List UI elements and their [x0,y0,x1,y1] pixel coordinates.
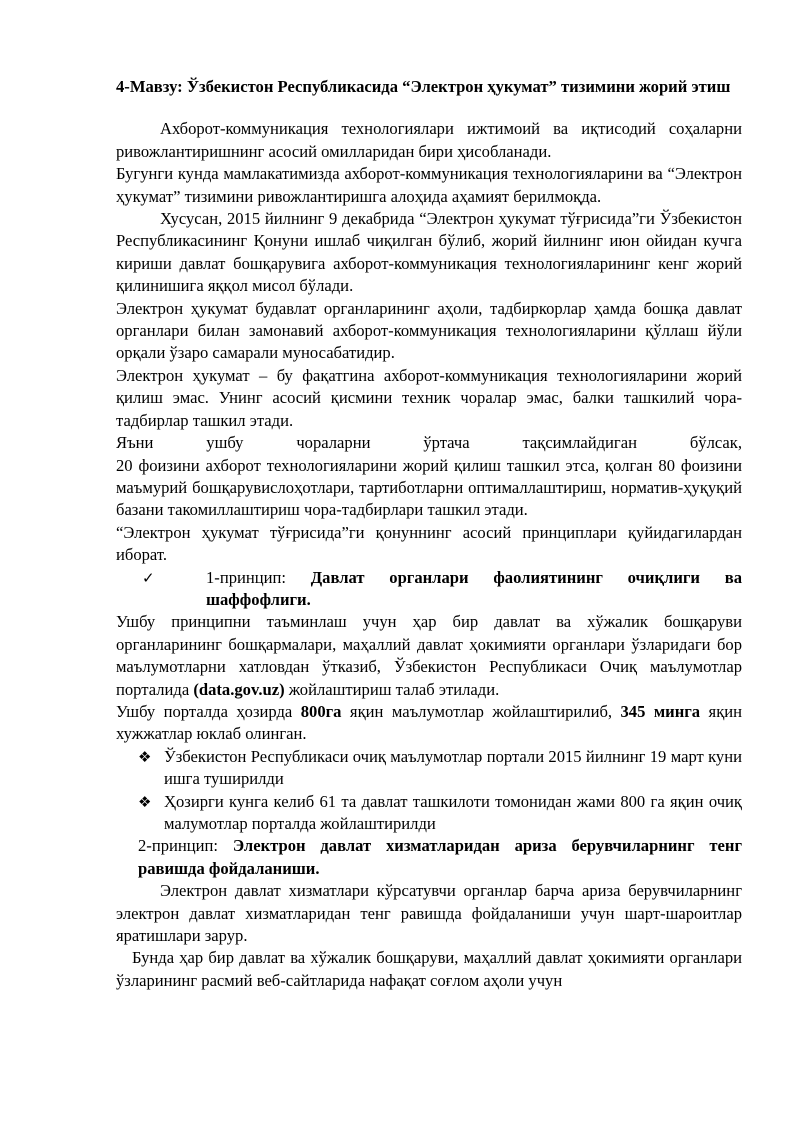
paragraph-11: Бунда ҳар бир давлат ва хўжалик бошқаруви, маҳаллий давлат ҳокимияти органлари ўзларининг расмий веб-сайтларида нафақат соғлом аҳоли учун [116,948,742,990]
principle-2-title: Электрон давлат хизматларидан ариза берувчиларнинг тенг равишда фойдаланиши. [138,836,742,878]
principle-2-label: 2-принцип: [138,836,233,856]
paragraph-9-tail: яқин хужжатлар юклаб олинган. [116,701,743,744]
principle-1-label: 1-принцип: [206,567,311,587]
principle-1-title: Давлат органлари фаолиятининг очиқлиги ва шаффофлиги. [206,567,742,609]
document-title: 4-Мавзу: Ўзбекистон Республикасида “Электрон ҳукумат” тизимини жорий этиш [116,77,731,96]
paragraph-5: Электрон ҳукумат – бу фақатгина ахборот-коммуникация технологияларини жорий қилиш эмас. Унинг асосий қисмини техник чоралар эмас, балки ташкилий чора-тадбирлар ташкил этади. [116,365,742,430]
paragraph-3: Хусусан, 2015 йилнинг 9 декабрида “Электрон ҳукумат тўғрисида”ги Ўзбекистон Республикасининг Қонуни ишлаб чиқилган бўлиб, жорий йилнинг июн ойидан кучга кириши давлат бошқарувига ахборот-коммуникация технологияларининг кенг жорий қилинишига яққол мисол бўлади. [116,209,742,296]
paragraph-8 [116,611,742,701]
paragraph-8-tail: жойлаштириш талаб этилади. [284,679,500,699]
paragraph-9-pre: Ушбу порталда ҳозирда [116,701,301,721]
diamond-bullet-icon: ❖ [138,747,152,766]
paragraph-6-line-1: Яъни ушбу чораларни ўртача тақсимлайдиган бўлсак, [116,433,742,453]
paragraph-9 [116,701,742,746]
document-body [116,76,742,992]
portal-url: (data.gov.uz) [193,679,285,699]
paragraph-10: Электрон давлат хизматлари кўрсатувчи органлар барча ариза берувчиларнинг электрон давлат хизматларидан тенг равишда фойдаланиши учун шарт-шароитлар яратишлари зарур. [116,881,742,946]
bullet-item-2 [116,791,742,836]
paragraph-2: Бугунги кунда мамлакатимизда ахборот-коммуникация технологияларини ва “Электрон ҳукумат” тизимини ривожлантиришга алоҳида аҳамият берилмоқда. [116,164,742,206]
paragraph-9-mid: яқин маълумотлар жойлаштирилиб, [341,701,621,721]
principle-2 [116,835,742,880]
data-count: 800га [300,701,342,721]
diamond-bullet-icon: ❖ [138,792,152,811]
checkmark-icon: ✓ [142,568,155,587]
principle-1 [116,567,742,612]
bullet-item-1 [116,746,742,791]
download-count: 345 минга [620,701,701,721]
paragraph-6: 20 фоизини ахборот технологияларини жорий қилиш ташкил этса, қолган 80 фоизини маъмурий бошқарувислоҳотлари, тартиботларни оптималлаштириш, норматив-ҳуқуқий базани такомиллаштириш чора-тадбирлари ташкил этади. [116,455,742,520]
bullet-item-1-text: Ўзбекистон Республикаси очиқ маълумотлар портали 2015 йилнинг 19 март куни ишга туширилди [164,746,742,789]
bullet-item-2-text: Ҳозирги кунга келиб 61 та давлат ташкилоти томонидан жами 800 га яқин очиқ малумотлар порталда жойлаштирилди [164,791,742,833]
paragraph-4: Электрон ҳукумат будавлат органларининг аҳоли, тадбиркорлар ҳамда бошқа давлат органлари билан замонавий ахборот-коммуникация технологияларини қўллаш йўли орқали ўзаро самарали муносабатидир. [116,298,742,363]
paragraph-8-text: Ушбу принципни таъминлаш учун ҳар бир давлат ва хўжалик бошқаруви органларининг бошқармалари, маҳаллий давлат ҳокимияти органлари ўзларидаги бор маълумотларни хатловдан ўтказиб, Ўзбекистон Республикаси Очиқ маълумотлар порталида [116,612,742,699]
paragraph-1: Ахборот-коммуникация технологиялари ижтимоий ва иқтисодий соҳаларни ривожлантиришнинг асосий омилларидан бири ҳисобланади. [116,119,742,161]
paragraph-7: “Электрон ҳукумат тўғрисида”ги қонуннинг асосий принциплари қуйидагилардан иборат. [116,522,742,565]
